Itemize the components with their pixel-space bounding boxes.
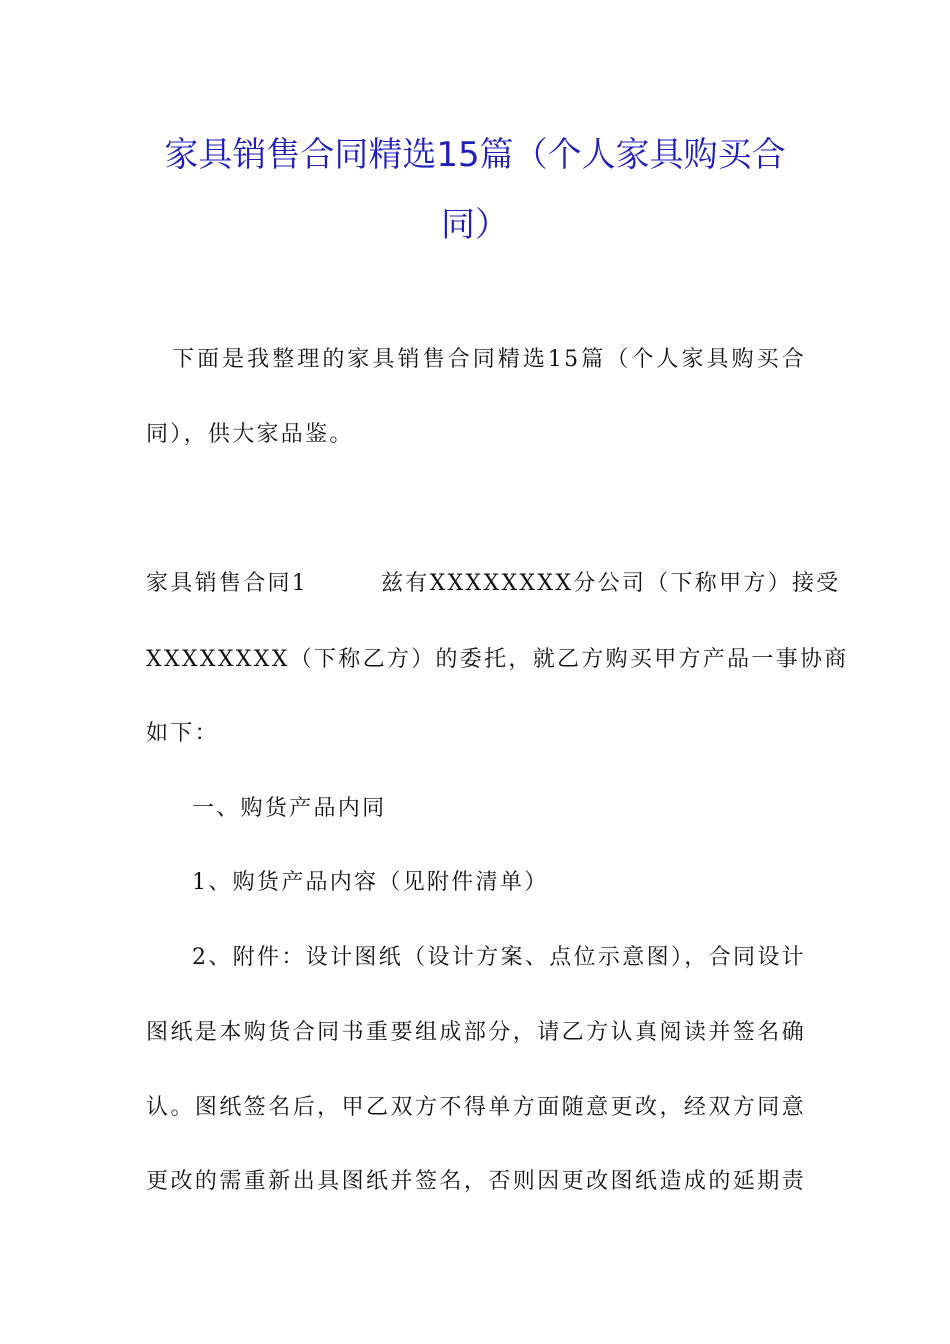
contract-line-3: 如下：	[146, 721, 219, 746]
intro-line-1: 下面是我整理的家具销售合同精选15篇（个人家具购买合	[172, 347, 806, 372]
clause-2-line-3: 认。图纸签名后，甲乙双方不得单方面随意更改，经双方同意	[146, 1095, 806, 1120]
document-title-line-1: 家具销售合同精选15篇（个人家具购买合	[164, 135, 786, 175]
clause-2-line-1: 2、附件：设计图纸（设计方案、点位示意图），合同设计	[192, 945, 806, 970]
contract-line-1: 家具销售合同1 兹有XXXXXXXX分公司（下称甲方）接受	[146, 571, 841, 596]
clause-1: 1、购货产品内容（见附件清单）	[192, 870, 549, 895]
contract-line-2: XXXXXXXX（下称乙方）的委托，就乙方购买甲方产品一事协商	[146, 647, 849, 672]
section-heading-1: 一、购货产品内同	[192, 796, 387, 821]
clause-2-line-2: 图纸是本购货合同书重要组成部分，请乙方认真阅读并签名确	[146, 1020, 806, 1045]
clause-2-line-4: 更改的需重新出具图纸并签名，否则因更改图纸造成的延期责	[146, 1169, 806, 1194]
document-title-line-2: 同）	[441, 205, 509, 245]
intro-line-2: 同），供大家品鉴。	[146, 422, 354, 447]
